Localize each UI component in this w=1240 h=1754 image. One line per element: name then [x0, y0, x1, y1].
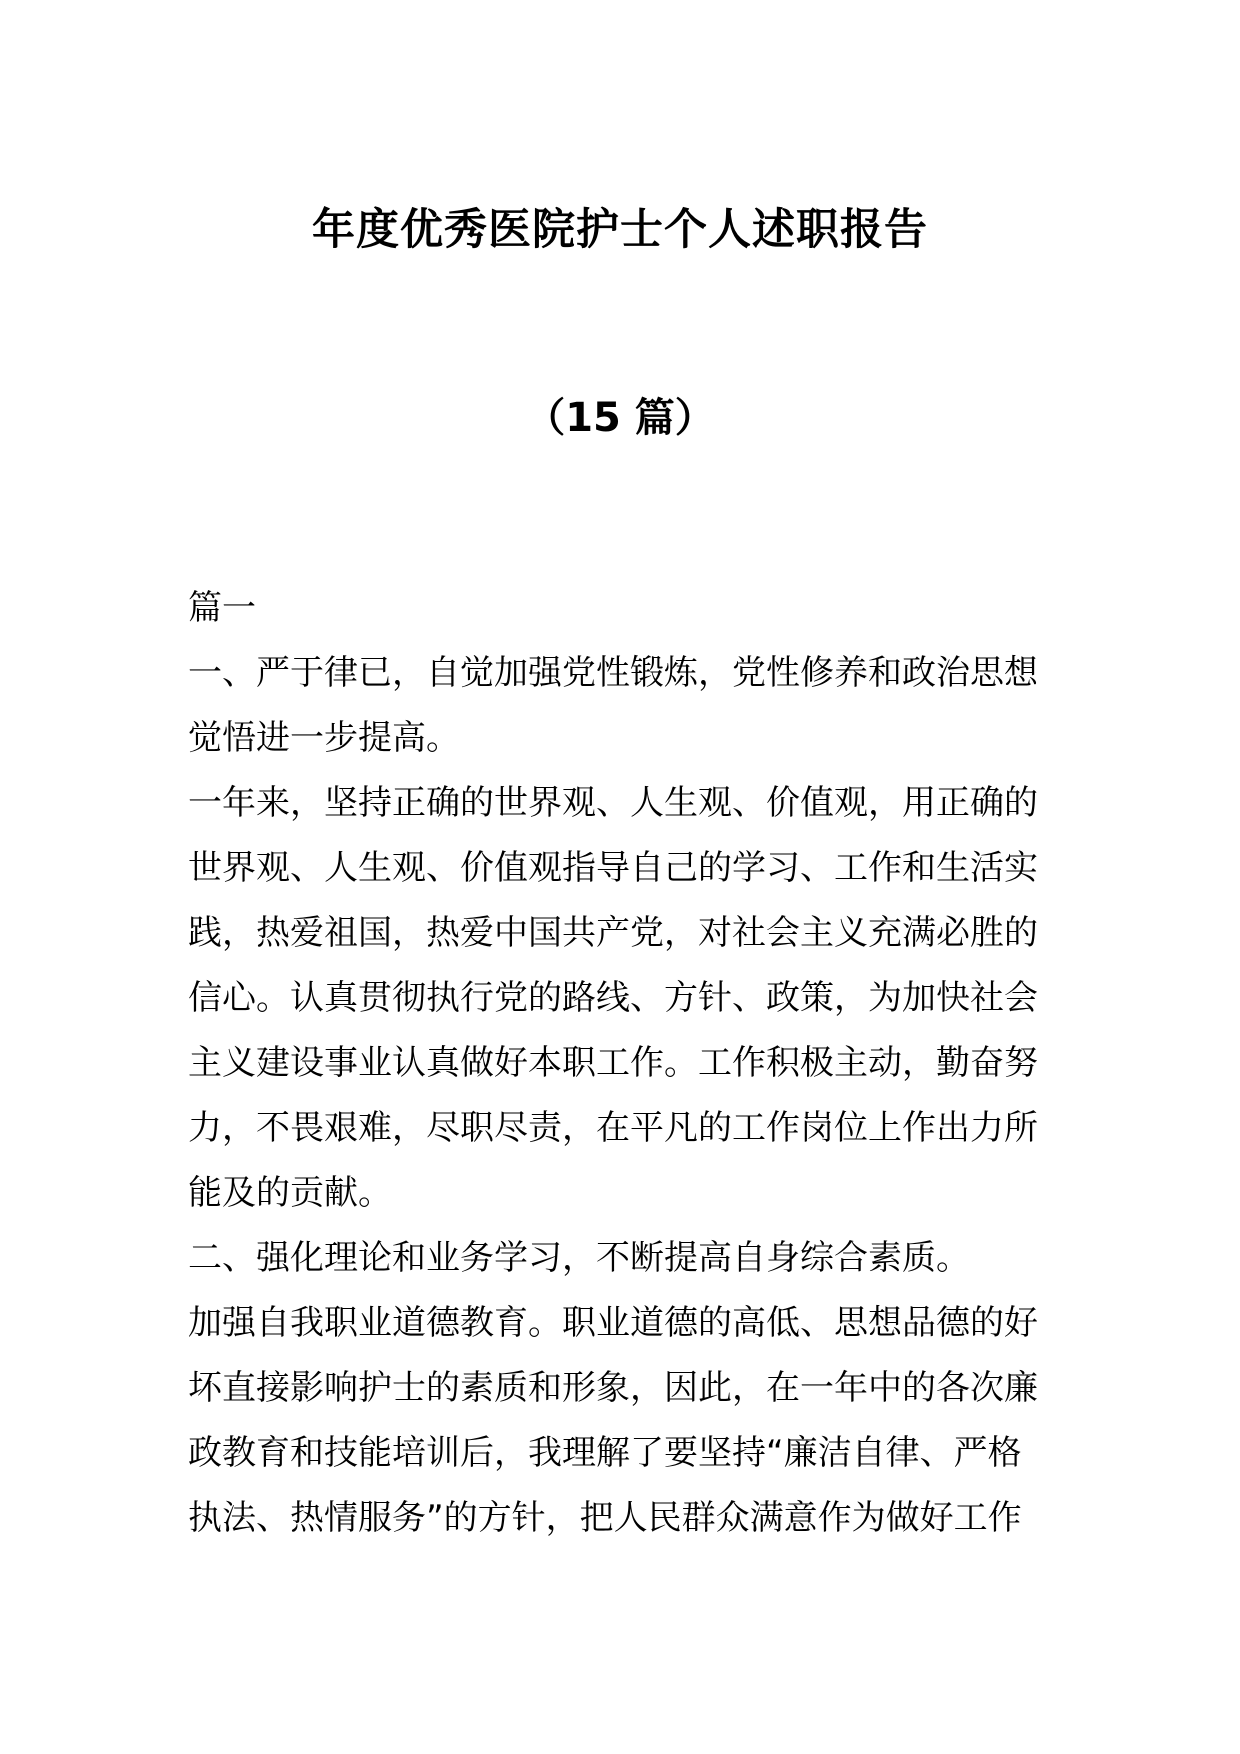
body-line: 政教育和技能培训后，我理解了要坚持“廉洁自律、严格 [188, 1433, 1022, 1473]
body-line: 坏直接影响护士的素质和形象，因此，在一年中的各次廉 [188, 1368, 1038, 1408]
body-line: 能及的贡献。 [188, 1173, 392, 1213]
document-subtitle: （15 篇） [525, 395, 715, 441]
body-line: 信心。认真贯彻执行党的路线、方针、政策，为加快社会 [188, 978, 1038, 1018]
body-line: 世界观、人生观、价值观指导自己的学习、工作和生活实 [188, 848, 1038, 888]
body-line: 主义建设事业认真做好本职工作。工作积极主动，勤奋努 [188, 1043, 1038, 1083]
body-line: 篇一 [188, 588, 256, 628]
body-line: 觉悟进一步提高。 [188, 718, 460, 758]
body-line: 加强自我职业道德教育。职业道德的高低、思想品德的好 [188, 1303, 1038, 1343]
body-line: 力，不畏艰难，尽职尽责，在平凡的工作岗位上作出力所 [188, 1108, 1038, 1148]
document-title: 年度优秀医院护士个人述职报告 [312, 205, 928, 255]
body-line: 一年来，坚持正确的世界观、人生观、价值观，用正确的 [188, 783, 1038, 823]
body-line: 执法、热情服务”的方针，把人民群众满意作为做好工作 [188, 1498, 1022, 1538]
body-line: 践，热爱祖国，热爱中国共产党，对社会主义充满必胜的 [188, 913, 1038, 953]
document-body [188, 576, 1058, 1551]
body-line: 一、严于律已，自觉加强党性锻炼，党性修养和政治思想 [188, 653, 1038, 693]
body-line: 二、强化理论和业务学习，不断提高自身综合素质。 [188, 1238, 970, 1278]
